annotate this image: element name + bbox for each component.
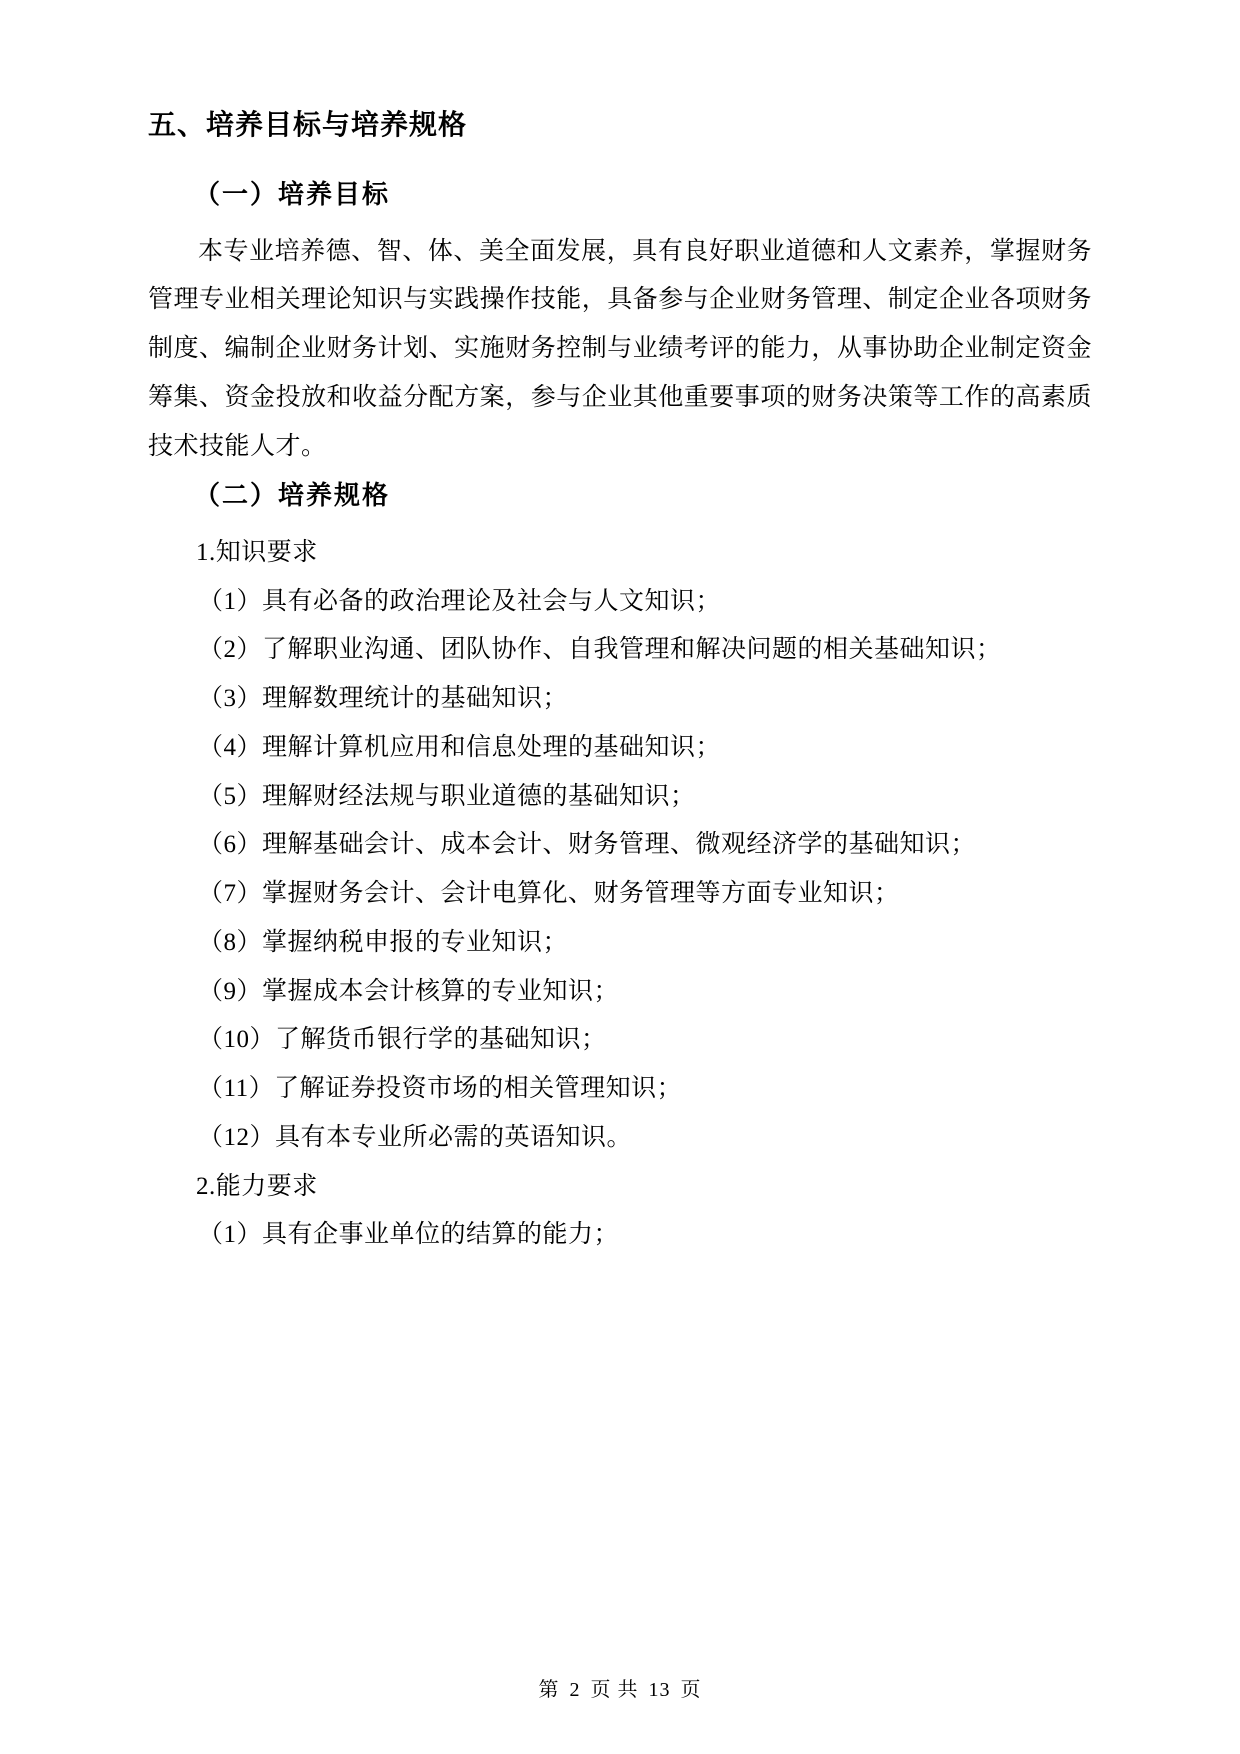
list-item: （1）具有企事业单位的结算的能力； bbox=[198, 1221, 620, 1249]
subsection-heading-training-spec: （二）培养规格 bbox=[194, 481, 391, 511]
list-item: （4）理解计算机应用和信息处理的基础知识； bbox=[198, 733, 722, 761]
list-item: （12）具有本专业所必需的英语知识。 bbox=[198, 1123, 633, 1151]
subsection-heading-training-objective: （一）培养目标 bbox=[194, 180, 391, 209]
page-title: 五、培养目标与培养规格 bbox=[148, 109, 468, 140]
paragraph-training-objective: 本专业培养德、智、体、美全面发展，具有良好职业道德和人文素养，掌握财务管理专业相关理论知识与实践操作技能，具备参与企业财务管理、制定企业各项财务制度、编制企业财务计划、实施财务控制与业绩考评的能力，从事协助企业制定资金筹集、资金投放和收益分配方案，参与企业其他重要事项的财务决策等工作的高素质技术技能人才。 bbox=[148, 237, 1092, 460]
list-item: （9）掌握成本会计核算的专业知识； bbox=[198, 977, 620, 1005]
footer-prefix: 第 bbox=[538, 1679, 560, 1701]
footer-page-number: 2 bbox=[569, 1679, 581, 1701]
group-title-ability-requirements: 2.能力要求 bbox=[196, 1172, 318, 1200]
list-item: （1）具有必备的政治理论及社会与人文知识； bbox=[198, 587, 722, 615]
group-title-knowledge-requirements: 1.知识要求 bbox=[196, 538, 318, 566]
footer-suffix: 页 bbox=[680, 1679, 702, 1701]
list-item: （3）理解数理统计的基础知识； bbox=[198, 685, 569, 713]
page-footer bbox=[0, 1673, 1240, 1702]
list-item: （5）理解财经法规与职业道德的基础知识； bbox=[198, 782, 696, 810]
list-item: （6）理解基础会计、成本会计、财务管理、微观经济学的基础知识； bbox=[198, 831, 977, 859]
footer-total-pages: 13 bbox=[648, 1679, 671, 1701]
list-item: （2）了解职业沟通、团队协作、自我管理和解决问题的相关基础知识； bbox=[198, 636, 1002, 664]
list-item: （11）了解证券投资市场的相关管理知识； bbox=[198, 1075, 683, 1103]
list-item: （7）掌握财务会计、会计电算化、财务管理等方面专业知识； bbox=[198, 880, 900, 908]
list-item: （10）了解货币银行学的基础知识； bbox=[198, 1026, 607, 1054]
footer-middle: 页 共 bbox=[590, 1679, 639, 1701]
list-item: （8）掌握纳税申报的专业知识； bbox=[198, 928, 569, 956]
